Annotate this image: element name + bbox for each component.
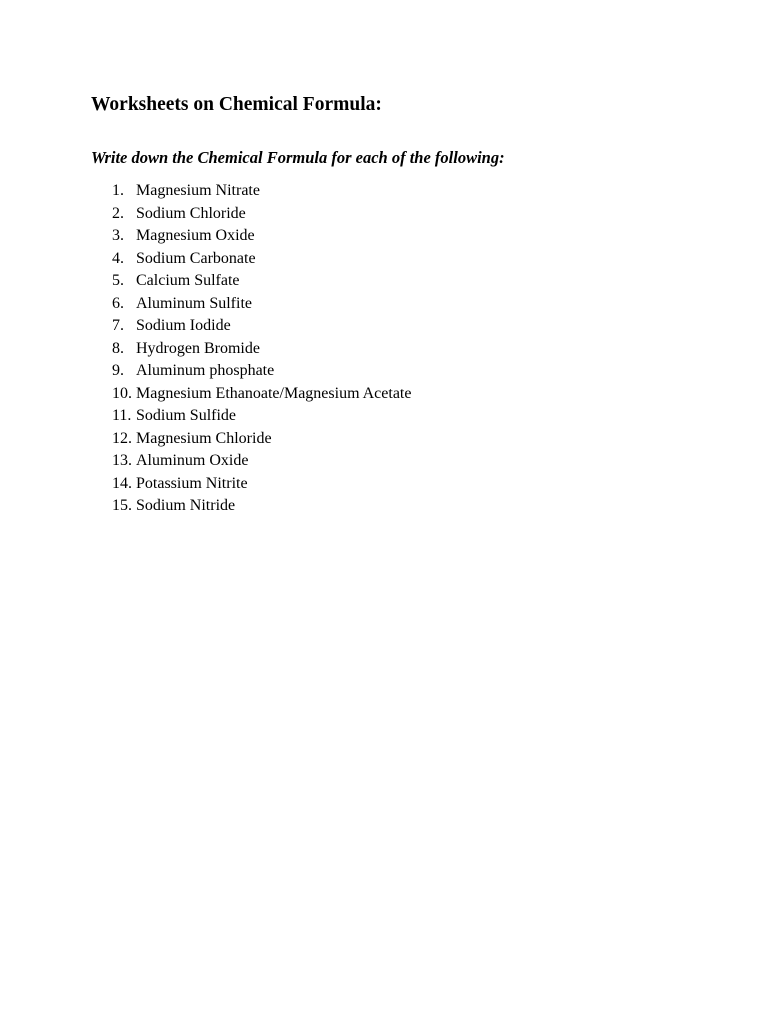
question-text: Magnesium Ethanoate/Magnesium Acetate: [136, 384, 412, 402]
question-number: 4.: [112, 249, 124, 267]
question-item-13: [112, 450, 411, 473]
question-number: 13.: [112, 452, 132, 469]
question-item-3: [112, 225, 411, 248]
question-text: Sodium Chloride: [136, 204, 246, 222]
question-item-10: [112, 383, 411, 406]
worksheet-title: Worksheets on Chemical Formula:: [91, 94, 382, 115]
question-item-9: [112, 360, 411, 383]
question-text: Sodium Nitride: [136, 497, 236, 514]
question-text: Magnesium Nitrate: [136, 182, 260, 199]
question-item-8: [112, 338, 411, 361]
question-number: 5.: [112, 272, 124, 289]
question-number: 15.: [112, 497, 132, 514]
question-number: 6.: [112, 294, 124, 312]
question-number: 7.: [112, 317, 124, 334]
question-item-15: [112, 495, 411, 518]
question-number: 12.: [112, 429, 132, 447]
question-text: Sodium Carbonate: [136, 249, 256, 267]
question-number: 2.: [112, 204, 124, 222]
question-item-5: [112, 270, 411, 293]
question-number: 11.: [112, 407, 132, 424]
question-number: 8.: [112, 339, 124, 357]
question-text: Magnesium Oxide: [136, 227, 255, 244]
question-text: Sodium Iodide: [136, 317, 231, 334]
question-text: Hydrogen Bromide: [136, 339, 260, 357]
question-list: [112, 180, 411, 518]
question-item-1: [112, 180, 411, 203]
question-item-12: [112, 428, 411, 451]
question-number: 10.: [112, 384, 132, 402]
question-number: 1.: [112, 182, 124, 199]
question-item-2: [112, 203, 411, 226]
question-item-14: [112, 473, 411, 496]
question-text: Potassium Nitrite: [136, 474, 248, 492]
question-item-7: [112, 315, 411, 338]
question-text: Magnesium Chloride: [136, 429, 272, 447]
question-text: Aluminum phosphate: [136, 362, 275, 379]
question-text: Sodium Sulfide: [136, 407, 237, 424]
question-item-11: [112, 405, 411, 428]
question-text: Calcium Sulfate: [136, 272, 240, 289]
question-text: Aluminum Oxide: [136, 452, 249, 469]
question-item-4: [112, 248, 411, 271]
question-number: 3.: [112, 227, 124, 244]
worksheet-instruction: Write down the Chemical Formula for each of the following:: [91, 148, 505, 167]
question-number: 9.: [112, 362, 124, 379]
question-number: 14.: [112, 474, 132, 492]
question-text: Aluminum Sulfite: [136, 294, 252, 312]
question-item-6: [112, 293, 411, 316]
